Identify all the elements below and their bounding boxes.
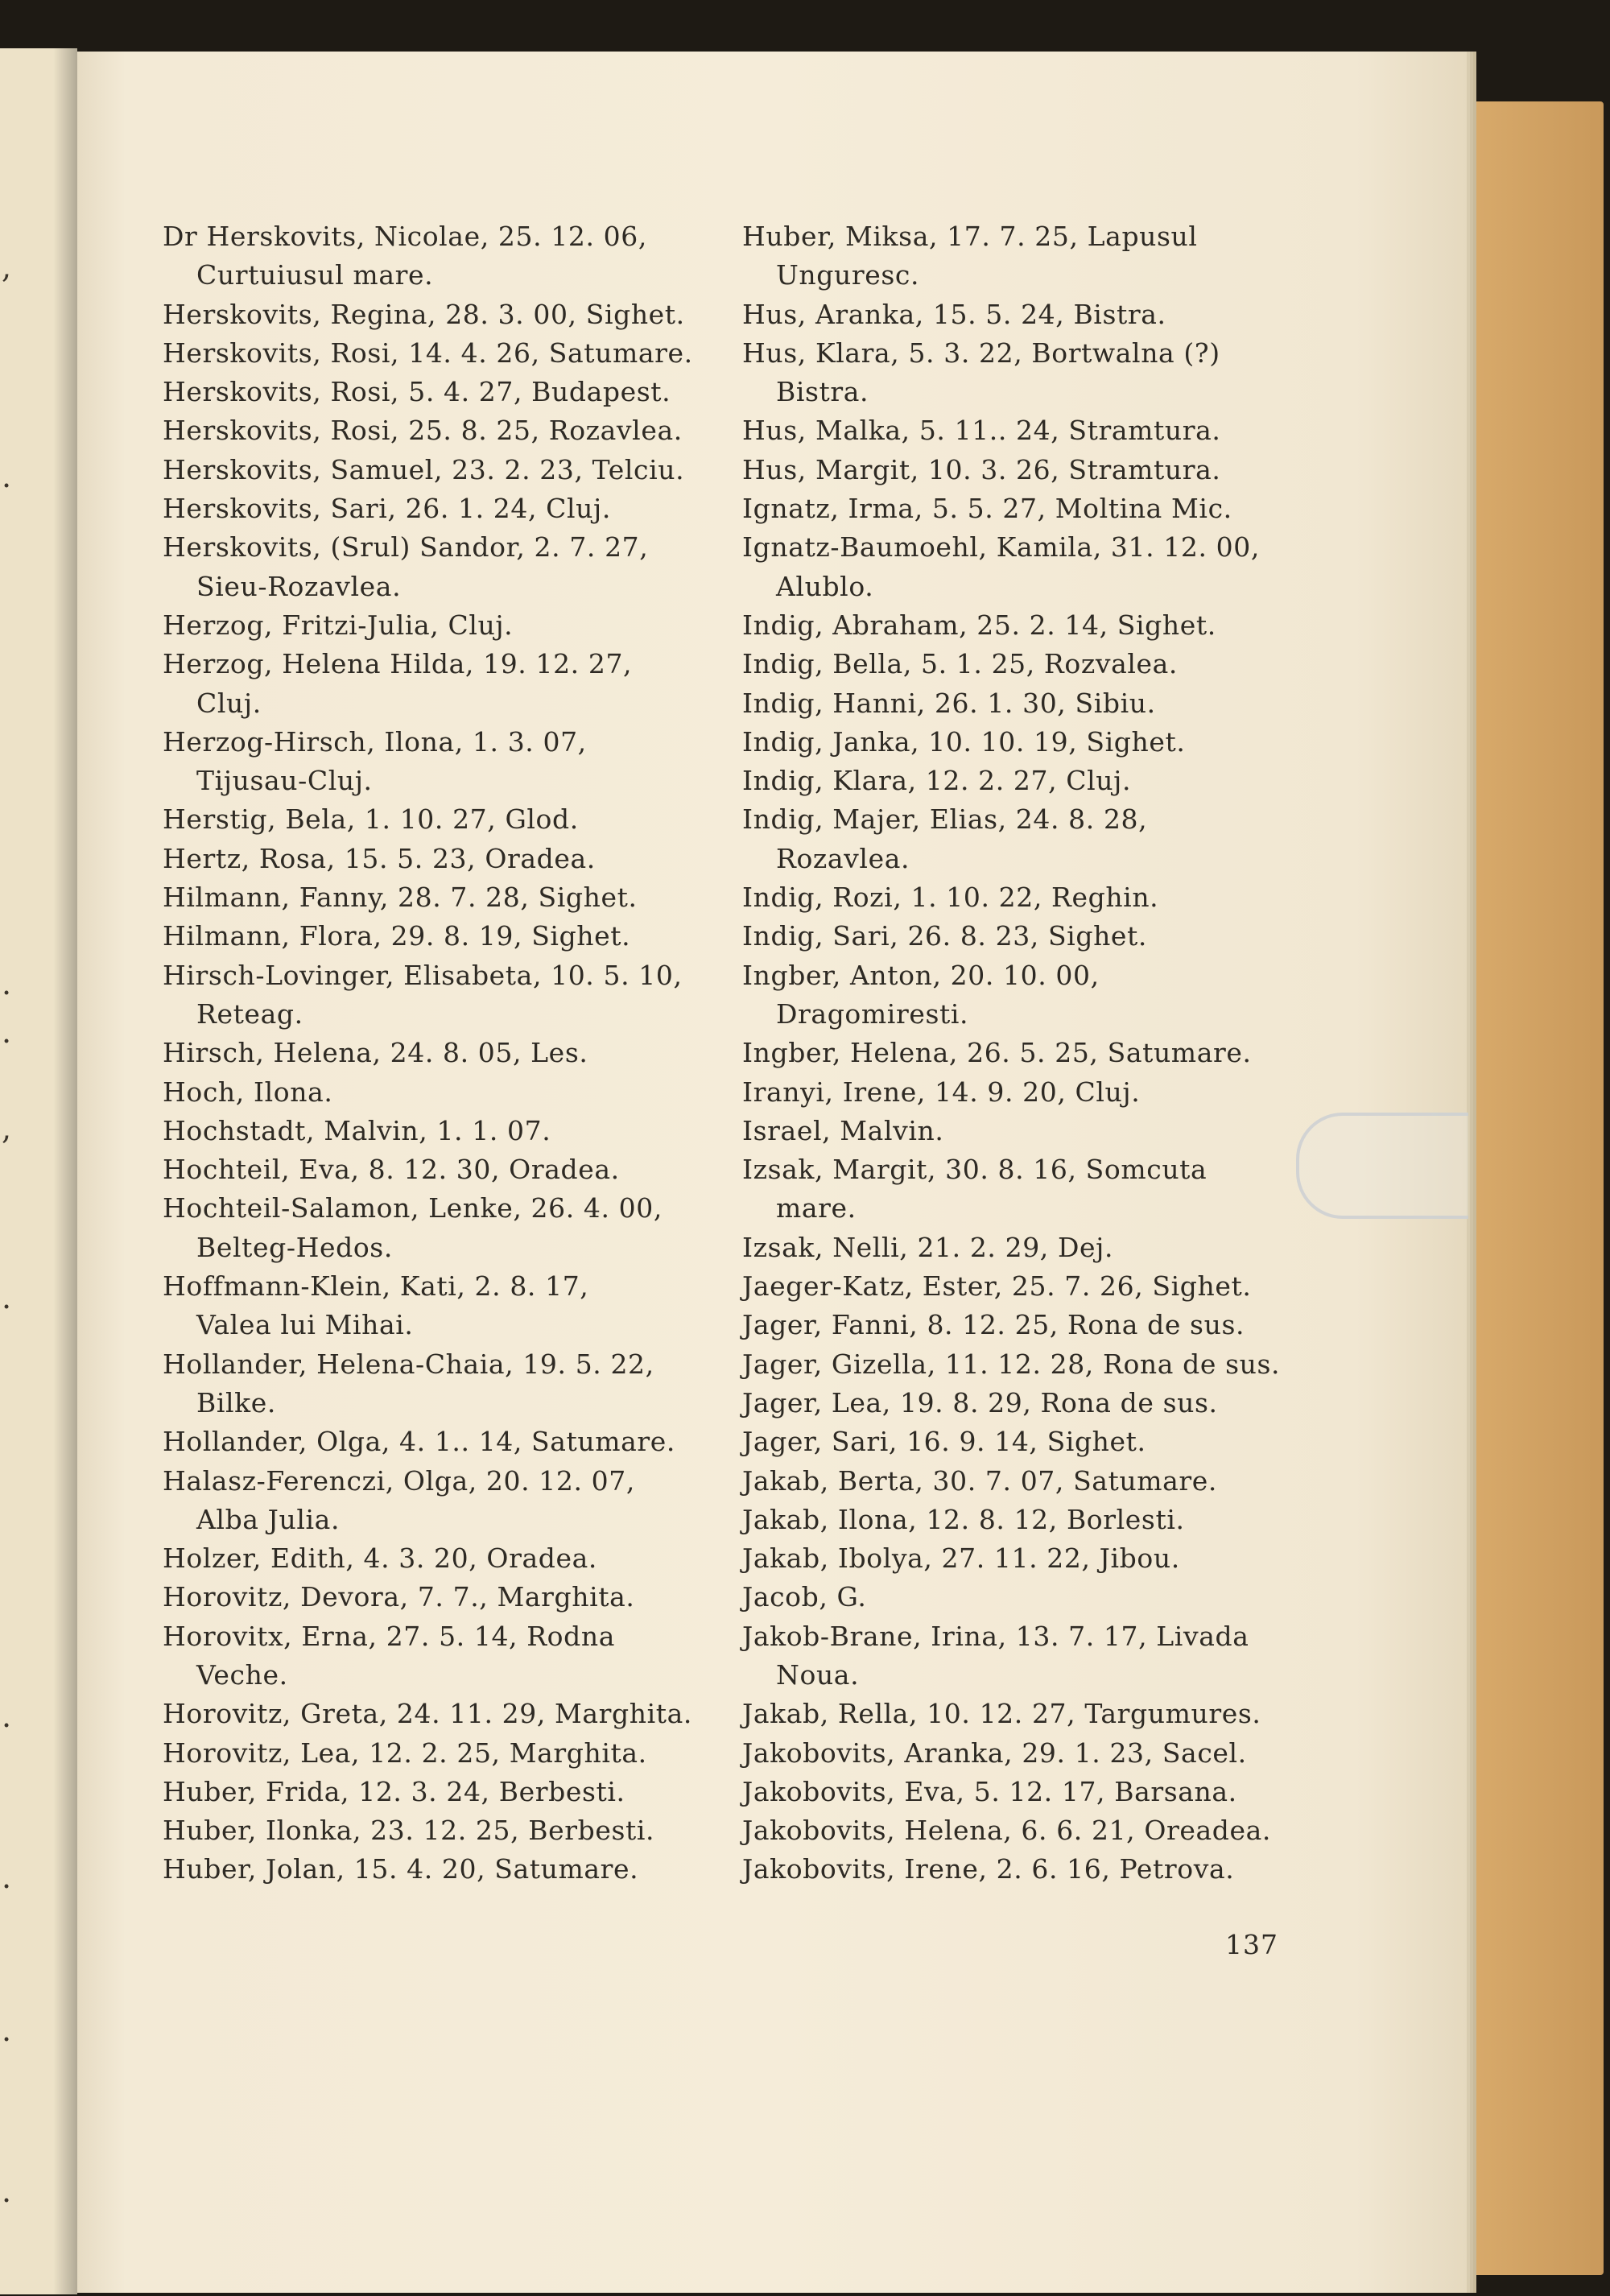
entry-line: Iranyi, Irene, 14. 9. 20, Cluj. <box>742 1076 1141 1108</box>
list-entry <box>742 1306 1338 1344</box>
page-number: 137 <box>1225 1929 1278 1960</box>
entry-line: Jakobovits, Helena, 6. 6. 21, Oreadea. <box>742 1815 1272 1847</box>
list-entry <box>163 1034 758 1072</box>
entry-line: Herskovits, (Srul) Sandor, 2. 7. 27, <box>163 531 649 564</box>
list-entry <box>163 295 758 334</box>
entry-line: Ignatz, Irma, 5. 5. 27, Moltina Mic. <box>742 493 1232 525</box>
entry-line: Jager, Sari, 16. 9. 14, Sighet. <box>742 1426 1146 1458</box>
list-entry <box>163 1150 758 1189</box>
list-entry <box>742 723 1338 762</box>
entry-line: Hochteil-Salamon, Lenke, 26. 4. 00, <box>163 1192 663 1224</box>
entry-continuation-line: Unguresc. <box>776 259 920 291</box>
entry-line: Hollander, Olga, 4. 1.. 14, Satumare. <box>163 1426 676 1458</box>
list-entry <box>163 411 758 450</box>
list-entry <box>163 1267 758 1345</box>
list-entry <box>742 1423 1338 1461</box>
margin-char: . <box>2 1860 12 1895</box>
entry-line: Indig, Bella, 5. 1. 25, Rozvalea. <box>742 648 1178 680</box>
list-entry <box>742 800 1338 878</box>
entry-continuation-line: Veche. <box>196 1658 288 1691</box>
list-entry <box>163 1695 758 1733</box>
entry-continuation-line: Bistra. <box>776 376 869 408</box>
list-entry <box>742 606 1338 645</box>
entry-continuation-line: Alba Julia. <box>196 1503 341 1535</box>
list-entry <box>742 1773 1338 1811</box>
entry-line: Hus, Klara, 5. 3. 22, Bortwalna (?) <box>742 337 1220 369</box>
entry-continuation-line: Valea lui Mihai. <box>196 1309 414 1341</box>
entry-line: Hoch, Ilona. <box>163 1076 333 1108</box>
list-entry <box>742 1229 1338 1267</box>
list-entry <box>742 1462 1338 1501</box>
list-entry <box>163 217 758 295</box>
entry-line: Huber, Frida, 12. 3. 24, Berbesti. <box>163 1775 625 1807</box>
entry-continuation-line: Rozavlea. <box>776 842 910 874</box>
list-entry <box>742 1539 1338 1578</box>
list-entry <box>742 645 1338 683</box>
list-entry <box>163 451 758 489</box>
entry-line: Horovitz, Devora, 7. 7., Marghita. <box>163 1581 635 1613</box>
list-entry <box>742 295 1338 334</box>
entry-line: Hochteil, Eva, 8. 12. 30, Oradea. <box>163 1154 620 1186</box>
entry-line: Jakobovits, Eva, 5. 12. 17, Barsana. <box>742 1775 1237 1807</box>
entry-line: Indig, Sari, 26. 8. 23, Sighet. <box>742 920 1147 952</box>
entry-line: Hoffmann-Klein, Kati, 2. 8. 17, <box>163 1270 589 1303</box>
margin-char: , <box>2 250 12 285</box>
list-entry <box>742 1734 1338 1773</box>
margin-char: . <box>2 1699 12 1734</box>
list-entry <box>742 1034 1338 1072</box>
list-entry <box>163 1734 758 1773</box>
entry-continuation-line: Tijusau-Cluj. <box>196 765 373 797</box>
entry-line: Indig, Rozi, 1. 10. 22, Reghin. <box>742 882 1159 914</box>
list-entry <box>163 1850 758 1889</box>
list-entry <box>742 1617 1338 1695</box>
margin-char: . <box>2 2013 12 2048</box>
list-entry <box>742 956 1338 1034</box>
previous-page-edge <box>0 48 77 2294</box>
list-entry <box>163 1345 758 1423</box>
list-entry <box>163 800 758 839</box>
list-entry <box>742 1850 1338 1889</box>
list-entry <box>163 489 758 528</box>
entry-line: Holzer, Edith, 4. 3. 20, Oradea. <box>163 1542 597 1575</box>
entry-line: Jaeger-Katz, Ester, 25. 7. 26, Sighet. <box>742 1270 1252 1303</box>
list-entry <box>742 1811 1338 1850</box>
entry-line: Indig, Klara, 12. 2. 27, Cluj. <box>742 765 1132 797</box>
entry-line: Dr Herskovits, Nicolae, 25. 12. 06, <box>163 221 647 252</box>
entry-line: Indig, Abraham, 25. 2. 14, Sighet. <box>742 609 1216 641</box>
entry-continuation-line: Bilke. <box>196 1386 276 1418</box>
entry-line: Jacob, G. <box>742 1581 867 1613</box>
entry-continuation-line: Alublo. <box>776 570 874 602</box>
entry-line: Hollander, Helena-Chaia, 19. 5. 22, <box>163 1348 654 1380</box>
entry-line: Indig, Majer, Elias, 24. 8. 28, <box>742 803 1148 836</box>
margin-char: . <box>2 2174 12 2209</box>
list-entry <box>163 334 758 373</box>
entry-line: Huber, Jolan, 15. 4. 20, Satumare. <box>163 1853 639 1885</box>
page-tab-marker <box>1296 1113 1468 1219</box>
entry-continuation-line: Noua. <box>776 1658 860 1691</box>
entry-line: Jager, Lea, 19. 8. 29, Rona de sus. <box>742 1386 1218 1418</box>
entry-line: Indig, Janka, 10. 10. 19, Sighet. <box>742 725 1186 758</box>
list-entry <box>742 1384 1338 1423</box>
entry-continuation-line: Reteag. <box>196 997 303 1030</box>
entry-line: Israel, Malvin. <box>742 1114 944 1146</box>
list-entry <box>163 1073 758 1112</box>
entry-line: Indig, Hanni, 26. 1. 30, Sibiu. <box>742 687 1156 719</box>
list-entry <box>742 451 1338 489</box>
list-entry <box>163 645 758 723</box>
list-entry <box>742 217 1338 295</box>
list-entry <box>163 1462 758 1540</box>
entry-continuation-line: mare. <box>776 1192 857 1224</box>
entry-line: Hertz, Rosa, 15. 5. 23, Oradea. <box>163 842 596 874</box>
list-entry <box>742 878 1338 917</box>
entry-line: Hochstadt, Malvin, 1. 1. 07. <box>163 1114 551 1146</box>
entry-line: Ignatz-Baumoehl, Kamila, 31. 12. 00, <box>742 531 1260 564</box>
entry-line: Huber, Ilonka, 23. 12. 25, Berbesti. <box>163 1815 655 1847</box>
entry-line: Izsak, Margit, 30. 8. 16, Somcuta <box>742 1154 1208 1186</box>
list-entry <box>742 1578 1338 1617</box>
entry-line: Herskovits, Rosi, 5. 4. 27, Budapest. <box>163 376 671 408</box>
list-entry <box>742 411 1338 450</box>
entry-line: Halasz-Ferenczi, Olga, 20. 12. 07, <box>163 1464 635 1497</box>
entry-line: Izsak, Nelli, 21. 2. 29, Dej. <box>742 1231 1114 1263</box>
list-entry <box>742 684 1338 723</box>
entry-line: Jakab, Berta, 30. 7. 07, Satumare. <box>742 1464 1218 1497</box>
list-entry <box>742 1150 1338 1229</box>
entry-continuation-line: Belteg-Hedos. <box>196 1231 393 1263</box>
entry-line: Jakab, Ibolya, 27. 11. 22, Jibou. <box>742 1542 1180 1575</box>
entry-continuation-line: Sieu-Rozavlea. <box>196 570 402 602</box>
list-entry <box>163 956 758 1034</box>
entry-line: Jager, Gizella, 11. 12. 28, Rona de sus. <box>742 1348 1281 1380</box>
margin-char: . <box>2 1280 12 1315</box>
entry-line: Hirsch, Helena, 24. 8. 05, Les. <box>163 1037 588 1069</box>
entry-line: Jakobovits, Aranka, 29. 1. 23, Sacel. <box>742 1736 1247 1769</box>
entry-line: Hus, Aranka, 15. 5. 24, Bistra. <box>742 298 1166 330</box>
entry-line: Horovitz, Greta, 24. 11. 29, Marghita. <box>163 1698 693 1730</box>
book-gutter-shadow <box>53 48 77 2294</box>
margin-char: , <box>2 1111 12 1146</box>
margin-char: . <box>2 966 12 1001</box>
list-entry <box>742 1345 1338 1384</box>
entry-line: Herskovits, Samuel, 23. 2. 23, Telciu. <box>163 453 685 485</box>
list-entry <box>163 1112 758 1150</box>
margin-char: . <box>2 1014 12 1050</box>
entry-line: Jakobovits, Irene, 2. 6. 16, Petrova. <box>742 1853 1235 1885</box>
entry-line: Hilmann, Fanny, 28. 7. 28, Sighet. <box>163 882 638 914</box>
list-entry <box>742 489 1338 528</box>
right-column <box>742 217 1338 1889</box>
list-entry <box>163 373 758 411</box>
list-entry <box>163 1773 758 1811</box>
entry-line: Hus, Margit, 10. 3. 26, Stramtura. <box>742 453 1221 485</box>
list-entry <box>742 1695 1338 1733</box>
list-entry <box>742 917 1338 956</box>
entry-line: Jakab, Rella, 10. 12. 27, Targumures. <box>742 1698 1261 1730</box>
entry-continuation-line: Curtuiusul mare. <box>196 259 434 291</box>
list-entry <box>163 1811 758 1850</box>
list-entry <box>163 917 758 956</box>
list-entry <box>163 1423 758 1461</box>
list-entry <box>163 1578 758 1617</box>
list-entry <box>742 528 1338 606</box>
entry-line: Jakob-Brane, Irina, 13. 7. 17, Livada <box>742 1620 1249 1652</box>
entry-line: Jakab, Ilona, 12. 8. 12, Borlesti. <box>742 1503 1185 1535</box>
list-entry <box>163 1617 758 1695</box>
entry-line: Herskovits, Rosi, 14. 4. 26, Satumare. <box>163 337 693 369</box>
list-entry <box>742 334 1338 412</box>
left-column <box>163 217 758 1889</box>
list-entry <box>163 840 758 878</box>
entry-line: Herzog, Helena Hilda, 19. 12. 27, <box>163 648 633 680</box>
entry-line: Horovitx, Erna, 27. 5. 14, Rodna <box>163 1620 615 1652</box>
list-entry <box>163 606 758 645</box>
list-entry <box>163 528 758 606</box>
entry-line: Herstig, Bela, 1. 10. 27, Glod. <box>163 803 579 836</box>
entry-line: Herzog-Hirsch, Ilona, 1. 3. 07, <box>163 725 587 758</box>
margin-char: . <box>2 459 12 494</box>
entry-line: Herskovits, Sari, 26. 1. 24, Cluj. <box>163 493 611 525</box>
entry-continuation-line: Cluj. <box>196 687 262 719</box>
entry-line: Hus, Malka, 5. 11.. 24, Stramtura. <box>742 415 1221 447</box>
entry-line: Ingber, Anton, 20. 10. 00, <box>742 959 1100 991</box>
entry-line: Huber, Miksa, 17. 7. 25, Lapusul <box>742 221 1198 252</box>
list-entry <box>163 878 758 917</box>
entry-line: Horovitz, Lea, 12. 2. 25, Marghita. <box>163 1736 647 1769</box>
entry-line: Herzog, Fritzi-Julia, Cluj. <box>163 609 514 641</box>
entry-line: Hilmann, Flora, 29. 8. 19, Sighet. <box>163 920 631 952</box>
book-page <box>77 52 1467 2293</box>
list-entry <box>742 1501 1338 1539</box>
list-entry <box>163 723 758 801</box>
list-entry <box>742 1112 1338 1150</box>
list-entry <box>163 1189 758 1267</box>
list-entry <box>742 1073 1338 1112</box>
entry-line: Herskovits, Rosi, 25. 8. 25, Rozavlea. <box>163 415 683 447</box>
list-entry <box>163 1539 758 1578</box>
list-entry <box>742 762 1338 800</box>
list-entry <box>742 1267 1338 1306</box>
entry-line: Hirsch-Lovinger, Elisabeta, 10. 5. 10, <box>163 959 683 991</box>
entry-continuation-line: Dragomiresti. <box>776 997 969 1030</box>
entry-line: Jager, Fanni, 8. 12. 25, Rona de sus. <box>742 1309 1245 1341</box>
entry-line: Ingber, Helena, 26. 5. 25, Satumare. <box>742 1037 1252 1069</box>
entry-line: Herskovits, Regina, 28. 3. 00, Sighet. <box>163 298 685 330</box>
